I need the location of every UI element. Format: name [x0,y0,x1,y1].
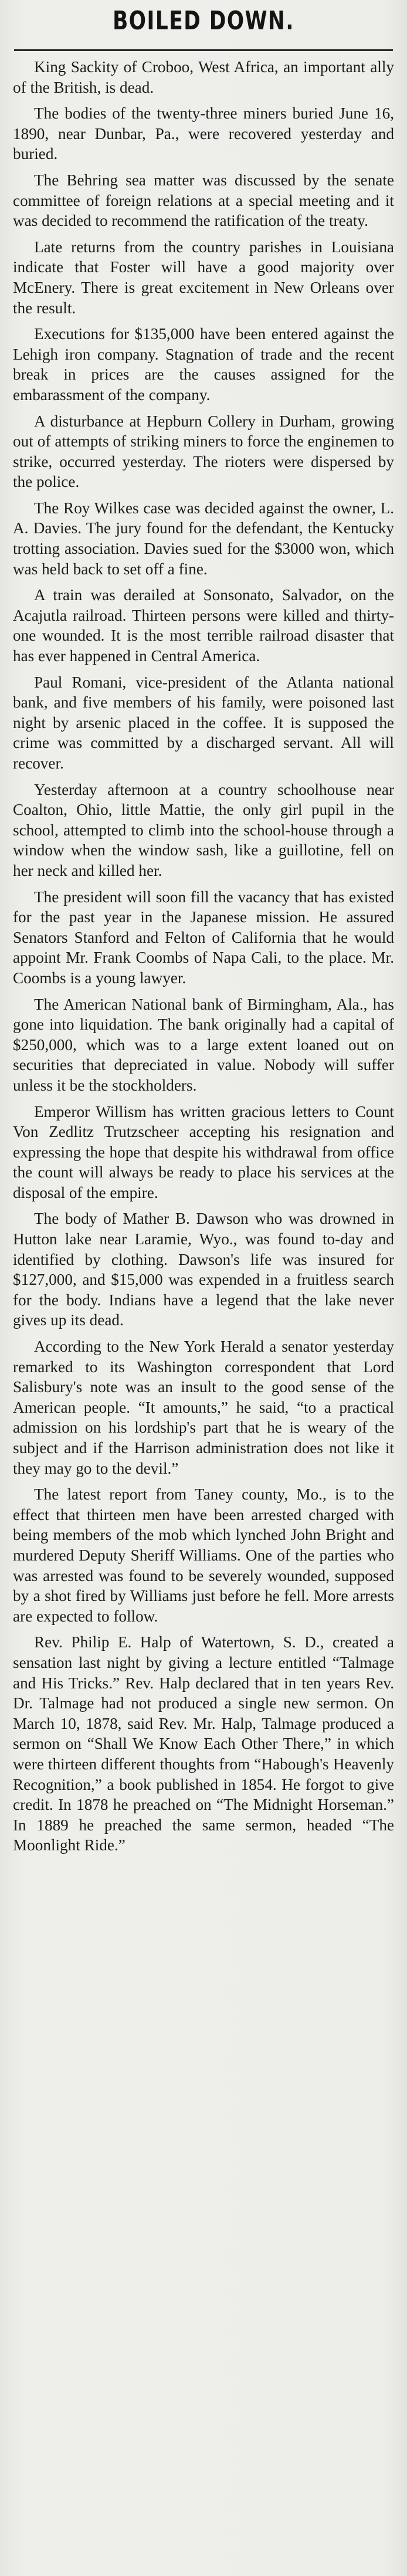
news-item: Yesterday afternoon at a country schoolhouse near Coalton, Ohio, little Mattie, the only girl pupil in the school, attempted to climb into the school-house through a window when the window sash, like a guillotine, fell on her neck and killed her. [13,780,394,879]
headline-rule [14,49,393,51]
news-item: The Behring sea matter was discussed by the senate committee of foreign relations at a special meeting and it was decided to recommend the ratification of the treaty. [13,171,394,230]
news-item: A train was derailed at Sonsonato, Salvador, on the Acajutla railroad. Thirteen persons were killed and thirty-one wounded. It is the most terrible railroad disaster that has ever happened in Central America. [13,586,394,665]
news-item: The Roy Wilkes case was decided against the owner, L. A. Davies. The jury found for the defendant, the Kentucky trotting association. Davies sued for the $3000 won, which was held back to set off a fine. [13,499,394,578]
news-item: The body of Mather B. Dawson who was drowned in Hutton lake near Laramie, Wyo., was found to-day and identified by clothing. Dawson's life was insured for $127,000, and $15,000 was expended in a fruitless search for the body. Indians have a legend that the lake never gives up its dead. [13,1210,394,1329]
news-item: The bodies of the twenty-three miners buried June 16, 1890, near Dunbar, Pa., were recovered yesterday and buried. [13,104,394,163]
news-column [13,0,394,1861]
news-item: Paul Romani, vice-president of the Atlanta national bank, and five members of his family, were poisoned last night by arsenic placed in the coffee. It is supposed the crime was committed by a discharged servant. All will recover. [13,673,394,772]
news-item: Rev. Philip E. Halp of Watertown, S. D., created a sensation last night by giving a lecture entitled “Talmage and His Tricks.” Rev. Halp declared that in ten years Rev. Dr. Talmage had not produced a single new sermon. On March 10, 1878, said Rev. Mr. Halp, Talmage produced a sermon on “Shall We Know Each Other There,” in which were thirteen different thoughts from “Habough's Heavenly Recognition,” a book published in 1854. He forgot to give credit. In 1878 he preached on “The Midnight Horseman.” In 1889 he preached the same sermon, headed “The Moonlight Ride.” [13,1633,394,1854]
news-item: The president will soon fill the vacancy that has existed for the past year in the Japanese mission. He assured Senators Stanford and Felton of California that he would appoint Mr. Frank Coombs of Napa Cali, to the place. Mr. Coombs is a young lawyer. [13,888,394,987]
news-item: Executions for $135,000 have been entered against the Lehigh iron company. Stagnation of trade and the recent break in prices are the causes assigned for the embarassment of the company. [13,325,394,404]
news-item: The latest report from Taney county, Mo., is to the effect that thirteen men have been arrested charged with being members of the mob which lynched John Bright and murdered Deputy Sheriff Williams. One of the parties who was arrested was found to be severely wounded, supposed by a shot fired by Williams just before he fell. More arrests are expected to follow. [13,1485,394,1625]
news-item: King Sackity of Croboo, West Africa, an important ally of the British, is dead. [13,58,394,96]
news-item: The American National bank of Birmingham, Ala., has gone into liquidation. The bank originally had a capital of $250,000, which was to a large extent loaned out on securities that depreciated in value. Nobody will suffer unless it be the stockholders. [13,995,394,1094]
news-item: A disturbance at Hepburn Collery in Durham, growing out of attempts of striking miners to force the enginemen to strike, occurred yesterday. The rioters were dispersed by the police. [13,412,394,491]
news-item: According to the New York Herald a senator yesterday remarked to its Washington correspondent that Lord Salisbury's note was an insult to the good sense of the American people. “It amounts,” he said, “to a practical admission on his lordship's part that he is weary of the subject and if the Harrison administration does not like it they may go to the devil.” [13,1338,394,1477]
news-item: Late returns from the country parishes in Louisiana indicate that Foster will have a good majority over McEnery. There is great excitement in New Orleans over the result. [13,238,394,317]
news-item: Emperor Willism has written gracious letters to Count Von Zedlitz Trutzscheer accepting his resignation and expressing the hope that despite his withdrawal from office the count will always be ready to place his services at the disposal of the empire. [13,1102,394,1201]
headline: BOILED DOWN. [113,6,294,36]
